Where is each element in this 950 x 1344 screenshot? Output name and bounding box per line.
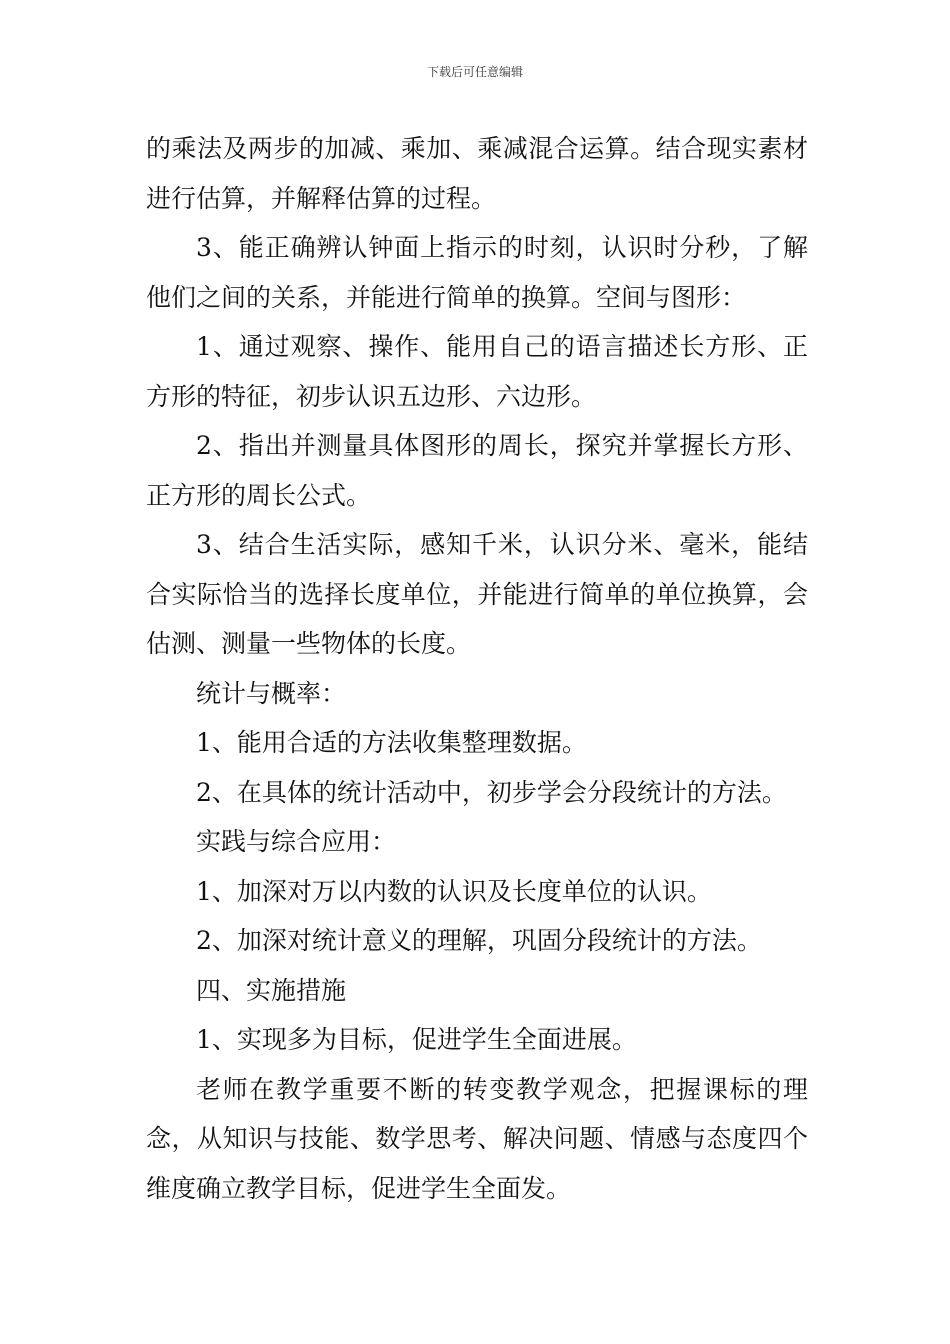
paragraph-continuation: 的乘法及两步的加减、乘加、乘减混合运算。结合现实素材进行估算，并解释估算的过程。 [146,134,808,213]
paragraph-multiple-goals: 1、实现多为目标，促进学生全面进展。 [196,1025,637,1054]
paragraph-numbers-within-10000: 1、加深对万以内数的认识及长度单位的认识。 [196,876,712,906]
paragraph-clock-time: 3、能正确辨认钟面上指示的时刻，认识时分秒，了解他们之间的关系，并能进行简单的换算。空间与图形： [146,233,808,312]
paragraph-statistics-meaning: 2、加深对统计意义的理解，巩固分段统计的方法。 [196,926,762,955]
paragraph-teacher-concepts: 老师在教学重要不断的转变教学观念，把握课标的理念，从知识与技能、数学思考、解决问题、情感与态度四个维度确立教学目标，促进学生全面发。 [146,1074,808,1203]
paragraph-perimeter: 2、指出并测量具体图形的周长，探究并掌握长方形、正方形的周长公式。 [146,431,808,510]
paragraph-segment-statistics: 2、在具体的统计活动中，初步学会分段统计的方法。 [196,777,787,807]
page-header: 下载后可任意编辑 [426,65,523,79]
section-heading-measures: 四、实施措施 [196,975,347,1005]
section-heading-practice: 实践与综合应用： [196,827,397,856]
paragraph-length-units: 3、结合生活实际，感知千米，认识分米、毫米，能结合实际恰当的选择长度单位，并能进行简单的单位换算，会估测、测量一些物体的长度。 [146,530,808,658]
paragraph-collect-data: 1、能用合适的方法收集整理数据。 [196,728,587,757]
section-heading-statistics: 统计与概率： [196,678,347,708]
document-body [146,124,808,1213]
paragraph-shapes: 1、通过观察、操作、能用自己的语言描述长方形、正方形的特征，初步认识五边形、六边形。 [146,332,808,411]
